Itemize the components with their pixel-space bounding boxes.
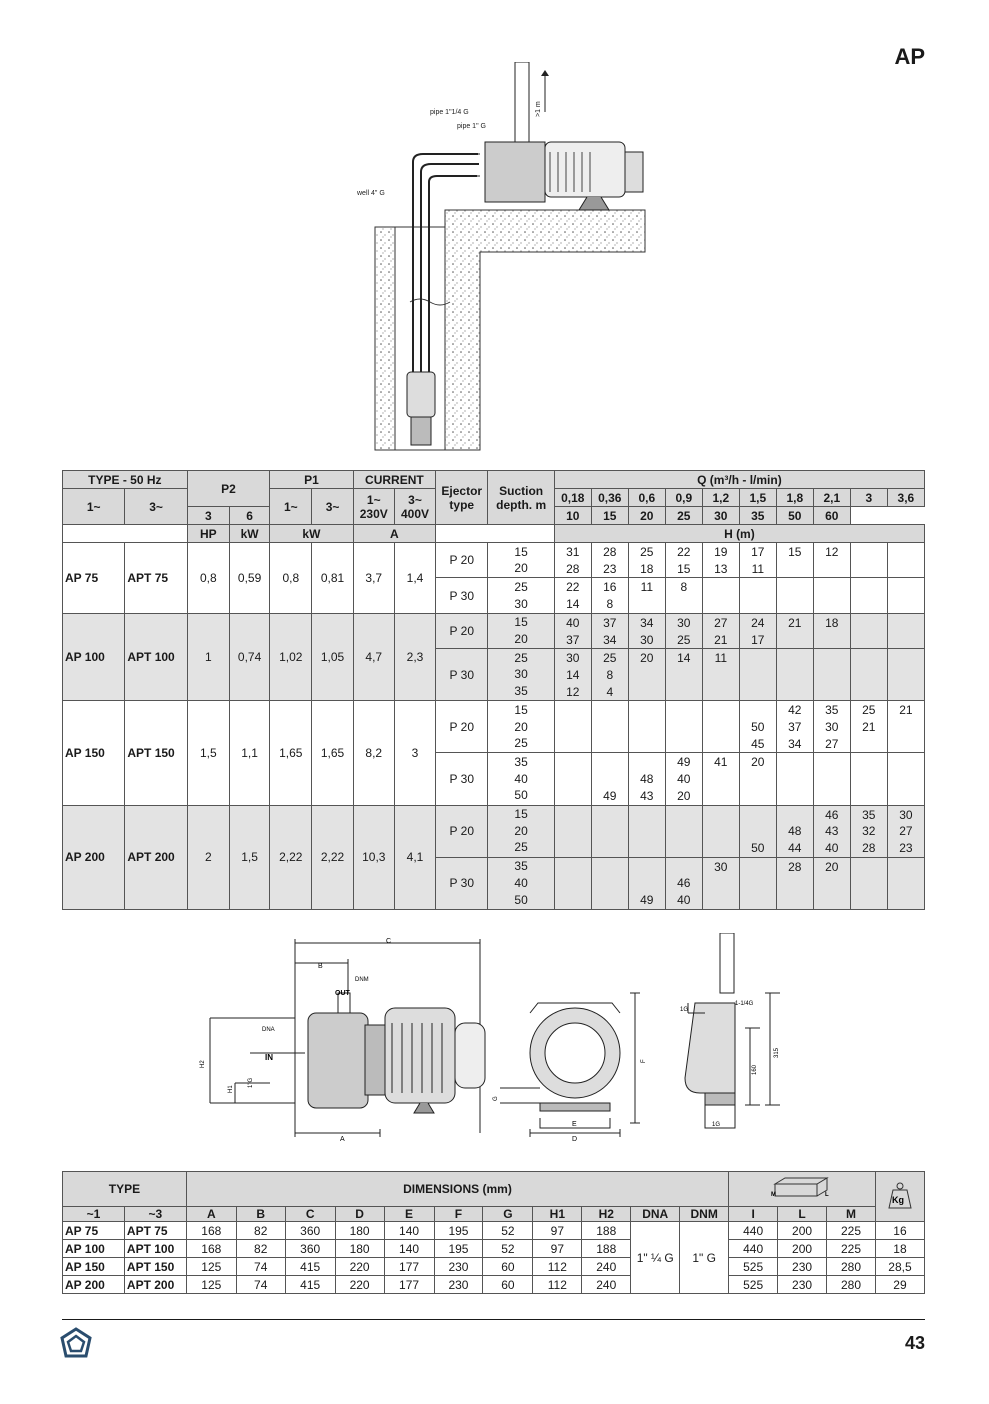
head-value: 25 18 [628,543,665,578]
dim-label-out: OUT [335,990,350,997]
head-value [591,701,628,753]
head-value [813,578,850,613]
current-1ph: 4,7 [353,613,394,701]
pack-i: 440 [729,1240,778,1258]
dim-value: 230 [434,1276,483,1294]
p2-kw: 0,74 [229,613,269,701]
table-row [63,701,925,753]
current-1ph: 10,3 [353,805,394,909]
dim-value: 415 [285,1258,335,1276]
p1-1ph: 1,02 [270,613,312,701]
head-value: 19 13 [702,543,739,578]
weight-icon [885,1180,915,1210]
dim-label-h1: H1 [228,1085,234,1093]
th-col: L [778,1207,827,1222]
dim-value: 112 [533,1258,582,1276]
th-col: H1 [533,1207,582,1222]
head-value: 18 [813,613,850,648]
current-3ph: 1,4 [394,543,435,614]
table-row [63,543,925,578]
dim-value: 188 [582,1240,631,1258]
head-value: 14 [665,649,702,701]
suction-depth: 35 40 50 [488,753,554,805]
dim-value: 60 [483,1276,533,1294]
p2-kw: 0,59 [229,543,269,614]
model-1ph: AP 150 [63,701,125,805]
suction-depth: 15 20 [488,543,554,578]
head-value [591,805,628,857]
label-pipe-1: pipe 1"1/4 G [430,109,469,116]
head-value [813,753,850,805]
dim-label-114g: 1-1/4G [735,1001,754,1007]
th-q-m3h: 1,5 [739,489,776,507]
current-3ph: 2,3 [394,613,435,701]
th-unit-kw: kW [229,525,269,543]
th-weight [875,1172,924,1222]
th-p1-1: 1~ [270,489,312,525]
series-title: AP [894,44,925,69]
head-value: 22 14 [554,578,591,613]
dnm-value: 1" G [680,1222,729,1294]
head-value: 42 37 34 [776,701,813,753]
table-row [63,1222,925,1240]
dim-value: 82 [236,1222,285,1240]
head-value: 11 [628,578,665,613]
model-3ph: APT 100 [124,1240,186,1258]
performance-table [62,470,925,910]
model-3ph: APT 200 [125,805,187,909]
head-value: 31 28 [554,543,591,578]
th-dim-type: TYPE [63,1172,187,1207]
th-q-lmin: 10 [554,507,591,525]
model-1ph: AP 100 [63,1240,125,1258]
head-value: 28 [776,857,813,909]
head-value [776,578,813,613]
th-unit-h: H (m) [554,525,924,543]
head-value: 8 [665,578,702,613]
head-value [554,805,591,857]
head-value: 25 21 [850,701,887,753]
head-value: 46 40 [665,857,702,909]
dim-label-1g-bottom: 1G [712,1122,721,1128]
th-suction: Suction depth. m [488,471,554,525]
model-1ph: AP 150 [63,1258,125,1276]
head-value [887,543,924,578]
th-q-lmin: 20 [628,507,665,525]
th-q-lmin: 60 [813,507,850,525]
th-q-m3h: 1,8 [776,489,813,507]
model-3ph: APT 150 [125,701,187,805]
head-value [850,857,887,909]
head-value: 46 43 40 [813,805,850,857]
th-col: D [335,1207,384,1222]
pack-l: 200 [778,1222,827,1240]
head-value [702,701,739,753]
head-value [702,805,739,857]
model-1ph: AP 200 [63,1276,125,1294]
head-value: 30 25 [665,613,702,648]
head-value [739,857,776,909]
p1-3ph: 0,81 [312,543,353,614]
suction-depth: 15 20 25 [488,805,554,857]
head-value [887,578,924,613]
model-3ph: APT 150 [124,1258,186,1276]
pack-i: 525 [729,1258,778,1276]
head-value: 20 [628,649,665,701]
dim-value: 177 [384,1276,434,1294]
head-value [850,543,887,578]
th-p1: P1 [270,471,353,489]
th-q-lmin: 50 [776,507,813,525]
dim-value: 52 [483,1222,533,1240]
dim-value: 52 [483,1240,533,1258]
box-icon [767,1176,837,1200]
p2-kw: 1,1 [229,701,269,805]
head-value [887,649,924,701]
p1-1ph: 2,22 [270,805,312,909]
th-q-m3h: 2,1 [813,489,850,507]
head-value: 48 43 [628,753,665,805]
head-value: 25 8 4 [591,649,628,701]
ejector-type: P 30 [436,857,488,909]
th-col: F [434,1207,483,1222]
th-ejector: Ejector type [436,471,488,525]
dim-label-315: 315 [774,1047,780,1058]
th-q-lmin: 6 [229,507,269,525]
head-value [702,578,739,613]
th-p1-3: 3~ [312,489,353,525]
table-row [63,1258,925,1276]
th-col: E [384,1207,434,1222]
th-col: H2 [582,1207,631,1222]
head-value: 48 44 [776,805,813,857]
p1-3ph: 2,22 [312,805,353,909]
model-3ph: APT 200 [124,1276,186,1294]
head-value [554,753,591,805]
head-value: 35 32 28 [850,805,887,857]
head-value: 28 23 [591,543,628,578]
model-3ph: APT 75 [125,543,187,614]
head-value: 30 27 23 [887,805,924,857]
dim-value: 240 [582,1276,631,1294]
p1-1ph: 1,65 [270,701,312,805]
head-value: 17 11 [739,543,776,578]
pack-m: 225 [827,1222,876,1240]
pack-m: 225 [827,1240,876,1258]
p2-hp: 2 [187,805,229,909]
ejector-type: P 30 [436,578,488,613]
th-dim-3: ~3 [124,1207,186,1222]
head-value: 21 [776,613,813,648]
th-q-m3h: 1,2 [702,489,739,507]
dim-value: 140 [384,1222,434,1240]
th-q-m3h: 0,36 [591,489,628,507]
dim-label-e: E [572,1121,577,1128]
dim-value: 140 [384,1240,434,1258]
weight-unit-label: Kg [891,1195,904,1205]
th-q-m3h: 3,6 [887,489,924,507]
dim-value: 360 [285,1222,335,1240]
th-dim-1: ~1 [63,1207,125,1222]
head-value [628,805,665,857]
dim-value: 220 [335,1258,384,1276]
dim-value: 180 [335,1222,384,1240]
current-1ph: 3,7 [353,543,394,614]
head-value [813,649,850,701]
head-value: 30 14 12 [554,649,591,701]
head-value: 16 8 [591,578,628,613]
head-value: 20 [739,753,776,805]
head-value [628,701,665,753]
p2-kw: 1,5 [229,805,269,909]
head-value [850,753,887,805]
model-3ph: APT 75 [124,1222,186,1240]
p1-1ph: 0,8 [270,543,312,614]
head-value [776,649,813,701]
ejector-type: P 20 [436,701,488,753]
th-type: TYPE - 50 Hz [63,471,188,489]
model-1ph: AP 75 [63,543,125,614]
th-type-1: 1~ [63,489,125,525]
th-q-lmin: 3 [187,507,229,525]
th-col: C [285,1207,335,1222]
table-row [63,613,925,648]
th-col: DNM [680,1207,729,1222]
dim-value: 230 [434,1258,483,1276]
suction-depth: 25 30 35 [488,649,554,701]
weight-value: 28,5 [875,1258,924,1276]
page-number: 43 [904,1333,925,1353]
p1-3ph: 1,65 [312,701,353,805]
pack-i: 525 [729,1276,778,1294]
head-value: 50 45 [739,701,776,753]
dim-label-1g: 1"G [248,1077,254,1088]
model-1ph: AP 75 [63,1222,125,1240]
head-value: 12 [813,543,850,578]
suction-depth: 15 20 25 [488,701,554,753]
suction-depth: 15 20 [488,613,554,648]
head-value: 49 [591,753,628,805]
pack-label-m: M [771,1191,777,1198]
label-height: >1 m [535,101,542,117]
pack-m: 280 [827,1258,876,1276]
head-value [887,753,924,805]
dim-value: 220 [335,1276,384,1294]
head-value: 34 30 [628,613,665,648]
head-value [665,701,702,753]
th-cur-3: 3~ 400V [394,489,435,525]
th-col: M [827,1207,876,1222]
head-value [739,649,776,701]
ejector-type: P 30 [436,649,488,701]
head-value [850,649,887,701]
head-value [665,805,702,857]
pack-l: 230 [778,1276,827,1294]
th-unit-a: A [353,525,435,543]
pack-l: 200 [778,1240,827,1258]
dim-label-dnm: DNM [355,977,369,983]
current-3ph: 4,1 [394,805,435,909]
th-q-m3h: 3 [850,489,887,507]
th-cur-1: 1~ 230V [353,489,394,525]
head-value [887,857,924,909]
head-value: 20 [813,857,850,909]
dimensions-table [62,1171,925,1294]
head-value: 40 37 [554,613,591,648]
head-value: 49 40 20 [665,753,702,805]
dim-label-b: B [318,963,323,970]
head-value [591,857,628,909]
head-value [554,857,591,909]
th-col: G [483,1207,533,1222]
table-row [63,1240,925,1258]
dim-value: 125 [186,1258,236,1276]
suction-depth: 25 30 [488,578,554,613]
current-1ph: 8,2 [353,701,394,805]
p2-hp: 1,5 [187,701,229,805]
weight-value: 29 [875,1276,924,1294]
ejector-type: P 20 [436,543,488,578]
dim-value: 195 [434,1240,483,1258]
dim-value: 97 [533,1222,582,1240]
th-q-lmin: 25 [665,507,702,525]
head-value: 49 [628,857,665,909]
th-unit-kw2: kW [270,525,353,543]
head-value: 11 [702,649,739,701]
head-value: 27 21 [702,613,739,648]
dim-label-in: IN [265,1053,273,1062]
label-well: well 4" G [357,190,385,197]
model-1ph: AP 200 [63,805,125,909]
table-row [63,805,925,857]
model-1ph: AP 100 [63,613,125,701]
dim-label-h2: H2 [200,1060,206,1068]
th-q-lmin: 30 [702,507,739,525]
label-pipe-2: pipe 1" G [457,123,486,130]
dim-label-dna: DNA [262,1027,275,1033]
dim-label-160: 160 [752,1064,758,1075]
head-value: 24 17 [739,613,776,648]
head-value [554,701,591,753]
weight-value: 18 [875,1240,924,1258]
th-col: I [729,1207,778,1222]
head-value [887,613,924,648]
th-p2: P2 [187,471,269,507]
th-q-m3h: 0,18 [554,489,591,507]
dim-value: 74 [236,1276,285,1294]
dim-value: 125 [186,1276,236,1294]
dim-value: 195 [434,1222,483,1240]
dim-value: 360 [285,1240,335,1258]
head-value: 22 15 [665,543,702,578]
th-packaging [729,1172,876,1207]
dim-value: 415 [285,1276,335,1294]
dim-value: 82 [236,1240,285,1258]
p2-hp: 0,8 [187,543,229,614]
dim-value: 168 [186,1240,236,1258]
head-value: 50 [739,805,776,857]
dim-value: 97 [533,1240,582,1258]
head-value: 35 30 27 [813,701,850,753]
installation-drawing [355,62,655,452]
dim-label-c: C [386,938,392,945]
dim-label-d: D [572,1136,578,1143]
ejector-type: P 20 [436,805,488,857]
pack-label-l: L [825,1191,829,1198]
ejector-type: P 20 [436,613,488,648]
dim-value: 60 [483,1258,533,1276]
dim-value: 180 [335,1240,384,1258]
model-3ph: APT 100 [125,613,187,701]
th-dimensions: DIMENSIONS (mm) [186,1172,728,1207]
brand-logo-icon [58,1326,94,1362]
weight-value: 16 [875,1222,924,1240]
th-q-lmin: 35 [739,507,776,525]
th-q-lmin: 15 [591,507,628,525]
head-value: 15 [776,543,813,578]
pack-l: 230 [778,1258,827,1276]
head-value [776,753,813,805]
dim-label-a: A [340,1136,345,1143]
th-col: B [236,1207,285,1222]
p1-3ph: 1,05 [312,613,353,701]
th-flow: Q (m³/h - l/min) [554,471,924,489]
head-value [850,613,887,648]
pack-m: 280 [827,1276,876,1294]
th-q-m3h: 0,9 [665,489,702,507]
th-type-3: 3~ [125,489,187,525]
head-value: 30 [702,857,739,909]
dim-label-f: F [641,1059,647,1063]
head-value: 41 [702,753,739,805]
dim-value: 240 [582,1258,631,1276]
th-current: CURRENT [353,471,435,489]
th-q-m3h: 0,6 [628,489,665,507]
p2-hp: 1 [187,613,229,701]
footer-divider [62,1319,925,1320]
dim-value: 177 [384,1258,434,1276]
th-col: A [186,1207,236,1222]
head-value: 21 [887,701,924,753]
dim-label-g: G [493,1096,499,1101]
current-3ph: 3 [394,701,435,805]
dimension-drawing [190,933,800,1155]
dim-value: 188 [582,1222,631,1240]
suction-depth: 35 40 50 [488,857,554,909]
ejector-type: P 30 [436,753,488,805]
th-unit-hp: HP [187,525,229,543]
head-value [850,578,887,613]
dim-value: 112 [533,1276,582,1294]
pack-i: 440 [729,1222,778,1240]
dim-value: 168 [186,1222,236,1240]
table-row [63,1276,925,1294]
th-col: DNA [631,1207,680,1222]
dim-value: 74 [236,1258,285,1276]
dim-label-1g-side: 1G [680,1007,689,1013]
head-value: 37 34 [591,613,628,648]
dna-value: 1" ¼ G [631,1222,680,1294]
head-value [739,578,776,613]
